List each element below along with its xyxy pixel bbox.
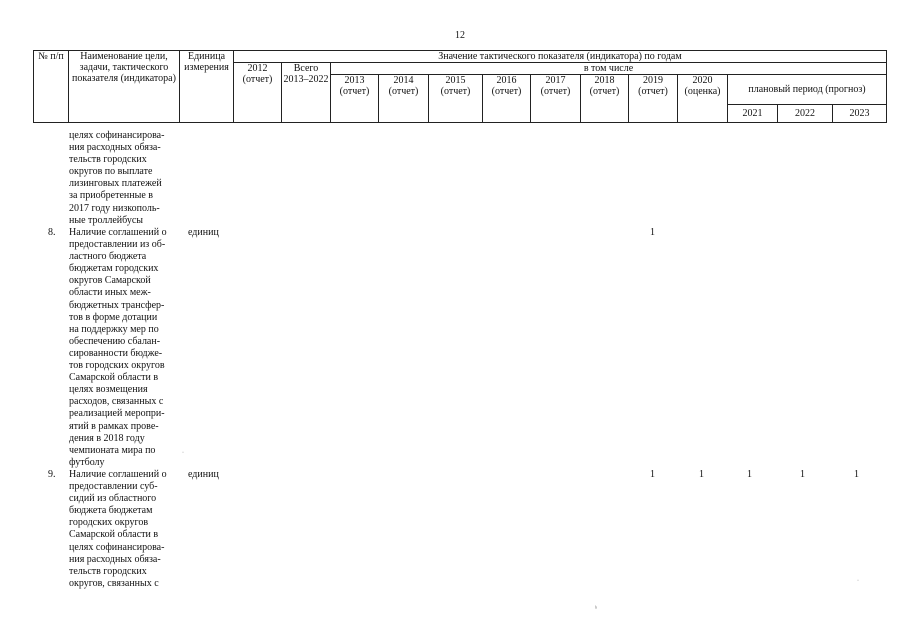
col-header-2020: 2020 (оценка) (678, 75, 728, 123)
row-continuation-text: целях софинансирова- ния расходных обяза- тельств городских округов по выплате лизинговых платежей за приобретенные в 2017 году низкополь- ные троллейбусы (69, 130, 165, 226)
row-9-number: 9. (48, 469, 56, 480)
col-header-plan: плановый период (прогноз) (728, 75, 887, 105)
row-9-value-2023: 1 (854, 469, 859, 480)
scan-speck: · (182, 450, 184, 456)
col-header-2014: 2014 (отчет) (379, 75, 429, 123)
page-number: 12 (455, 30, 465, 41)
col-header-2023: 2023 (833, 105, 887, 123)
row-9-value-2021: 1 (747, 469, 752, 480)
scan-speck: · (857, 578, 859, 584)
col-header-2021: 2021 (728, 105, 778, 123)
col-header-group: Значение тактического показателя (индикатора) по годам (234, 51, 887, 63)
row-9-text: Наличие соглашений о предоставлении суб- сидий из областного бюджета бюджетам городских округов Самарской области в целях софинансирова- ния расходных обяза- тельств городских округов, связанных с (69, 469, 167, 589)
scan-speck: ʰ (595, 606, 597, 612)
col-header-2017: 2017 (отчет) (531, 75, 581, 123)
row-9-value-2020: 1 (699, 469, 704, 480)
row-8-text: Наличие соглашений о предоставлении из об- ластного бюджета бюджетам городских округов Самарской области иных меж- бюджетных трансфер- тов в форме дотации на поддержку мер по обеспечению сбалан- сированности бюдже- тов городских округов Самарской области в целях возмещения расходов, связанных с реализацией меропри- ятий в рамках прове- дения в 2018 году чемпионата мира по футболу (69, 227, 167, 468)
col-header-2012: 2012 (отчет) (234, 63, 282, 123)
col-header-name: Наименование цели, задачи, тактического показателя (индикатора) (69, 51, 180, 123)
col-header-2018: 2018 (отчет) (581, 75, 629, 123)
indicator-table-header (33, 50, 887, 123)
row-8-number: 8. (48, 227, 56, 238)
row-9-unit: единиц (188, 469, 219, 480)
row-8-value-2019: 1 (650, 227, 655, 238)
col-header-number: № п/п (34, 51, 69, 123)
row-9-value-2019: 1 (650, 469, 655, 480)
col-header-2022: 2022 (778, 105, 833, 123)
col-header-incl: в том числе (331, 63, 887, 75)
col-header-2015: 2015 (отчет) (429, 75, 483, 123)
row-9-value-2022: 1 (800, 469, 805, 480)
col-header-2019: 2019 (отчет) (629, 75, 678, 123)
col-header-unit: Единица измерения (180, 51, 234, 123)
col-header-2016: 2016 (отчет) (483, 75, 531, 123)
row-8-unit: единиц (188, 227, 219, 238)
col-header-2013: 2013 (отчет) (331, 75, 379, 123)
col-header-total: Всего 2013–2022 (282, 63, 331, 123)
